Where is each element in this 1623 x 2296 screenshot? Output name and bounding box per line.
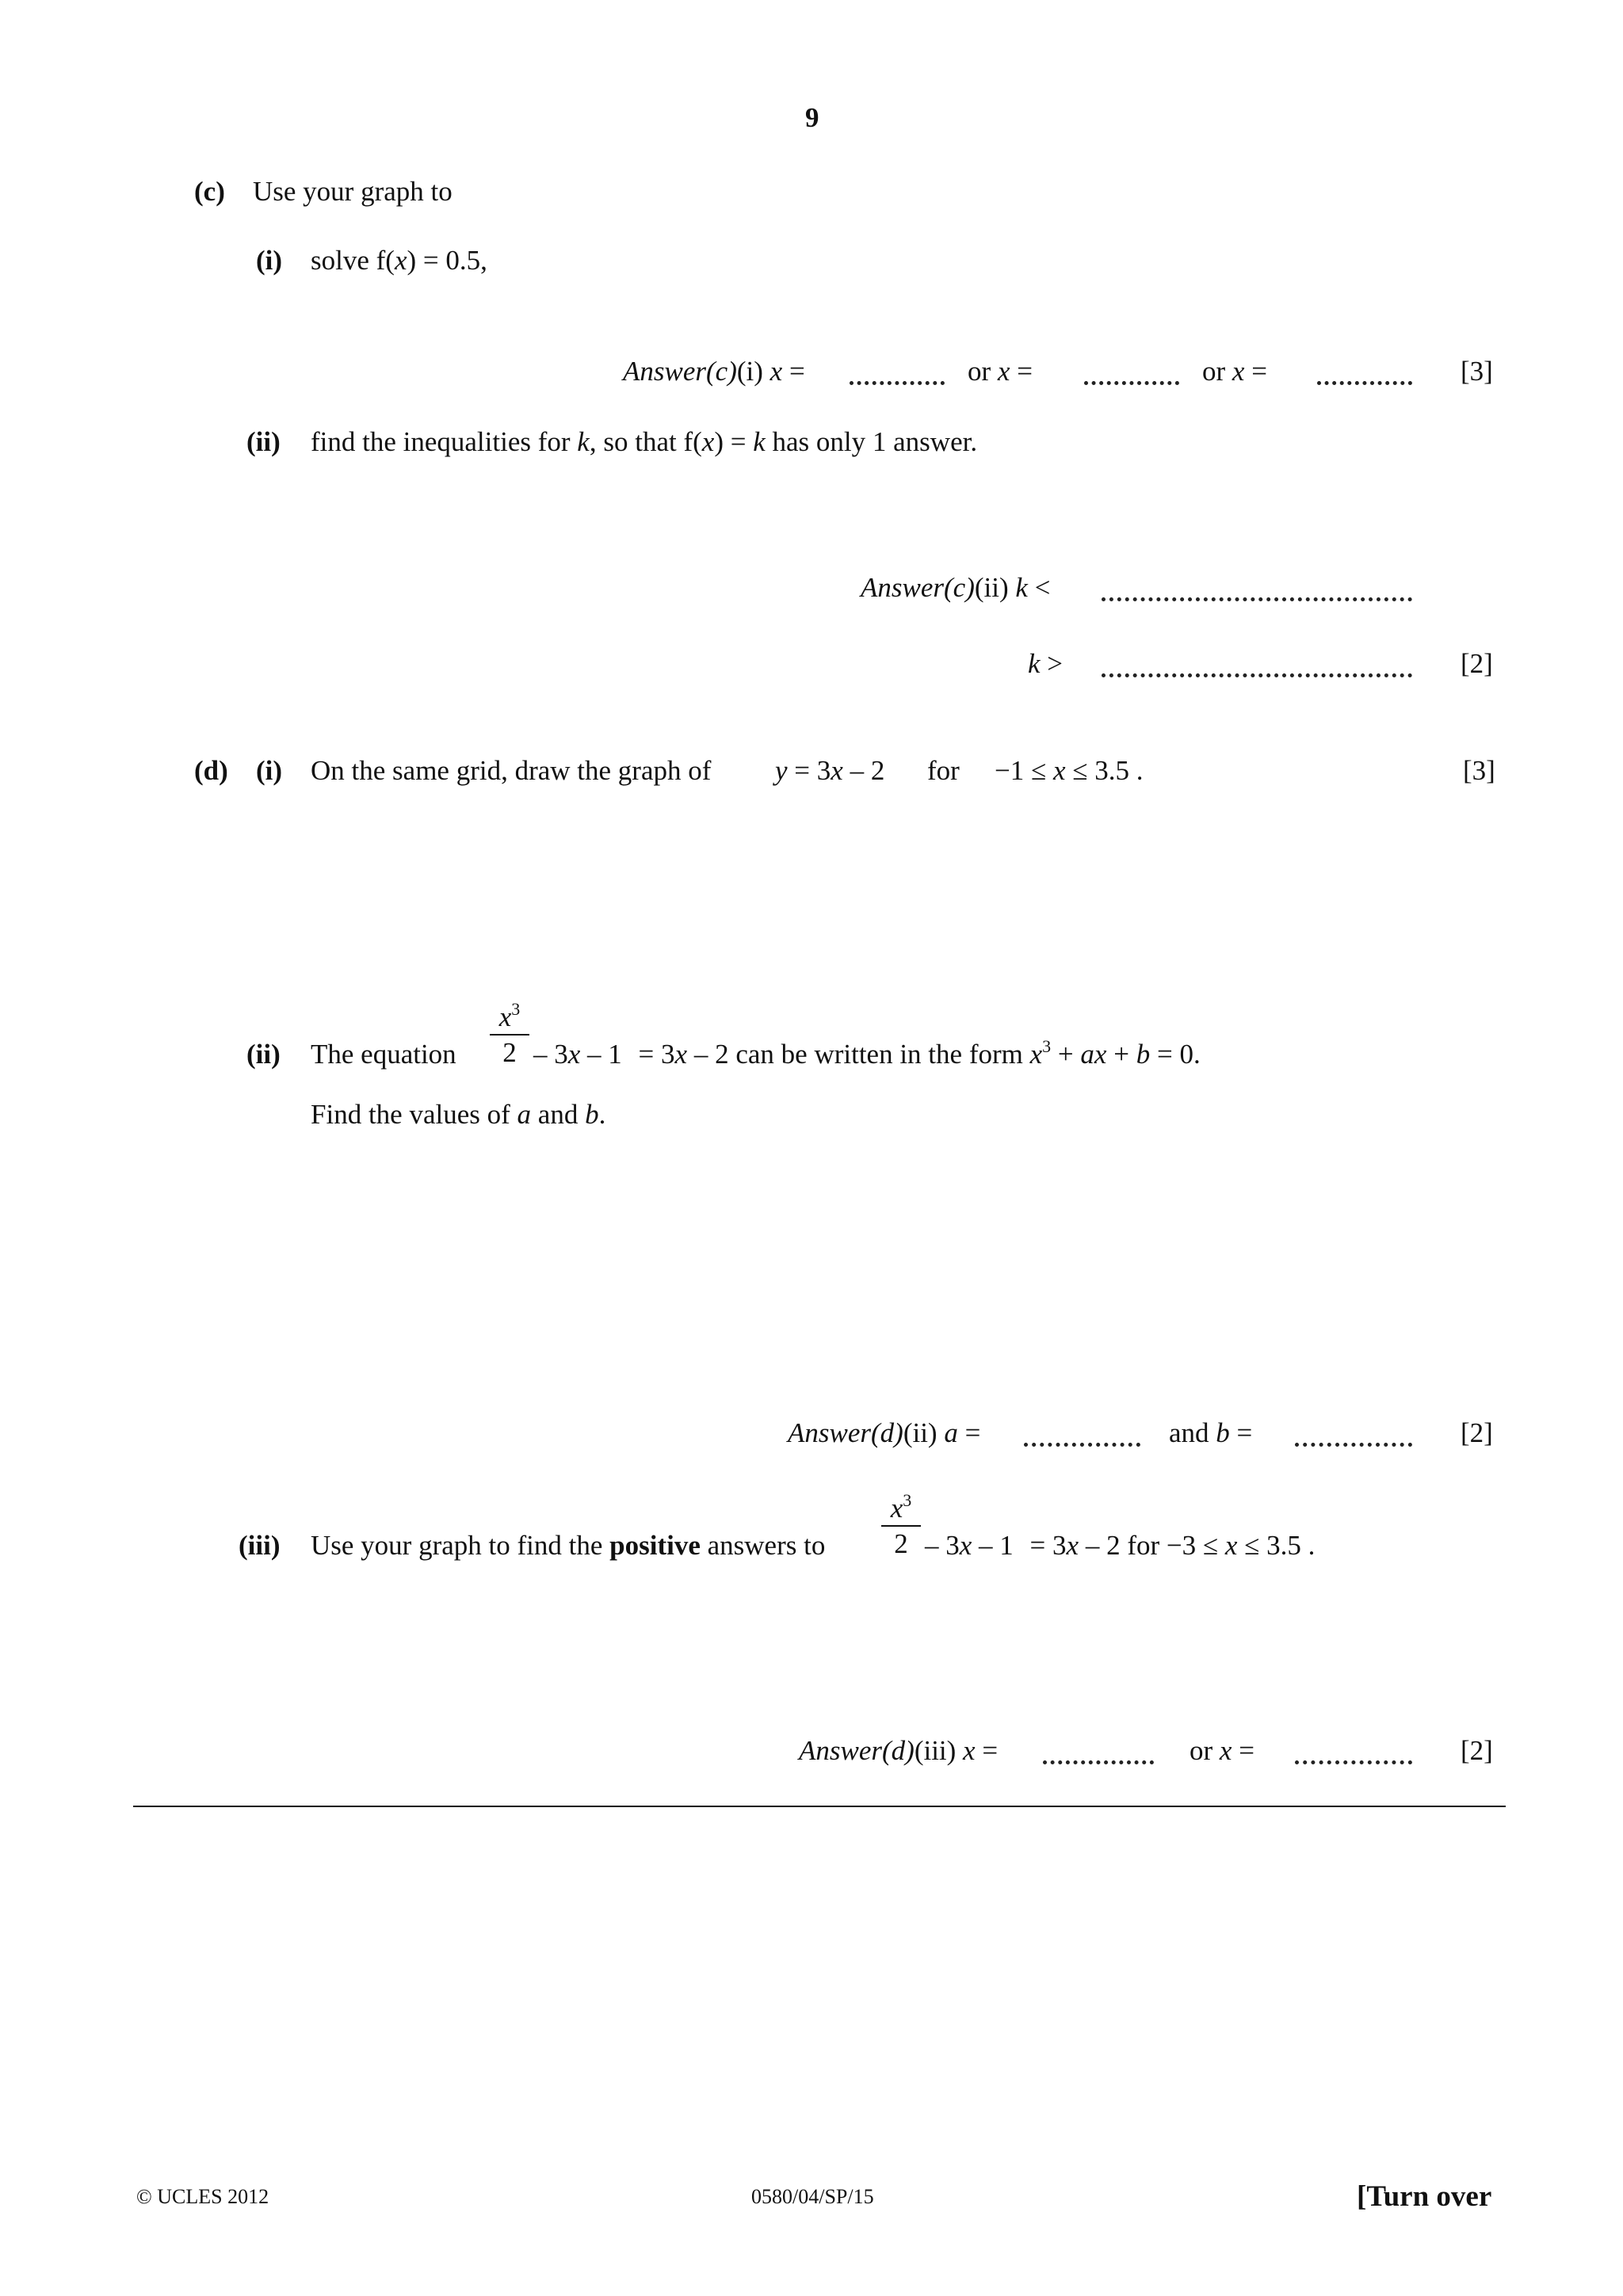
c-ii-gt-label: k > <box>1028 648 1064 679</box>
d-iii-answer-field-1[interactable] <box>1043 1760 1154 1764</box>
d-ii-question-rest: – 3x – 1 = 3x – 2 can be written in the form $x^3$ + ax + b = 0. <box>533 1036 1201 1070</box>
part-c-intro: Use your graph to <box>253 176 453 207</box>
d-i-equation: y = 3x – 2 <box>775 755 885 786</box>
d-i-range: −1 ≤ x ≤ 3.5 . <box>995 755 1144 786</box>
c-i-answer-field-1[interactable] <box>850 381 945 385</box>
c-ii-question: find the inequalities for k, so that f(x) = k has only 1 answer. <box>311 426 978 457</box>
d-ii-fraction: $x^3$ 2 <box>490 1003 529 1066</box>
c-i-answer-label: Answer(c)(i) x = <box>623 356 805 387</box>
section-divider <box>133 1806 1506 1807</box>
c-i-marks: [3] <box>1461 356 1493 387</box>
c-i-or-1: or x = <box>968 356 1033 387</box>
footer-turn-over: [Turn over <box>1357 2180 1492 2213</box>
c-ii-answer-label: Answer(c)(ii) k < <box>861 572 1051 603</box>
d-i-label: (i) <box>256 755 283 786</box>
d-ii-and-label: and b = <box>1169 1417 1253 1448</box>
c-ii-label: (ii) <box>246 426 281 457</box>
d-iii-answer-field-2[interactable] <box>1295 1760 1412 1764</box>
c-i-label: (i) <box>256 245 283 276</box>
c-ii-answer-field-lt[interactable] <box>1102 597 1412 601</box>
d-iii-answer-label: Answer(d)(iii) x = <box>799 1735 999 1766</box>
d-ii-label: (ii) <box>246 1039 281 1070</box>
footer-copyright: © UCLES 2012 <box>136 2185 269 2208</box>
c-ii-answer-field-gt[interactable] <box>1102 673 1412 677</box>
d-i-question: On the same grid, draw the graph of <box>311 755 712 786</box>
c-ii-marks: [2] <box>1461 648 1493 679</box>
d-iii-or-label: or x = <box>1190 1735 1254 1766</box>
part-d-label: (d) <box>194 755 228 786</box>
footer-paper-code: 0580/04/SP/15 <box>751 2185 874 2208</box>
c-i-or-2: or x = <box>1202 356 1267 387</box>
d-iii-fraction: $x^3$ 2 <box>881 1494 921 1558</box>
d-ii-answer-field-b[interactable] <box>1295 1443 1412 1447</box>
d-iii-question-start: Use your graph to find the positive answers to <box>311 1530 826 1561</box>
d-i-marks: [3] <box>1463 755 1495 786</box>
d-i-for: for <box>927 755 960 786</box>
d-ii-answer-field-a[interactable] <box>1024 1443 1140 1447</box>
d-ii-marks: [2] <box>1461 1417 1493 1448</box>
part-c-label: (c) <box>194 176 225 207</box>
d-ii-answer-label: Answer(d)(ii) a = <box>788 1417 981 1448</box>
d-ii-question-line2: Find the values of a and b. <box>311 1099 606 1130</box>
page-number: 9 <box>805 102 819 133</box>
c-i-answer-field-2[interactable] <box>1084 381 1179 385</box>
d-iii-label: (iii) <box>239 1530 281 1561</box>
d-ii-question-start: The equation <box>311 1039 456 1070</box>
c-i-question: solve f(x) = 0.5, <box>311 245 487 276</box>
d-iii-marks: [2] <box>1461 1735 1493 1766</box>
c-i-answer-field-3[interactable] <box>1317 381 1412 385</box>
d-iii-question-rest: – 3x – 1 = 3x – 2 for −3 ≤ x ≤ 3.5 . <box>925 1530 1316 1561</box>
